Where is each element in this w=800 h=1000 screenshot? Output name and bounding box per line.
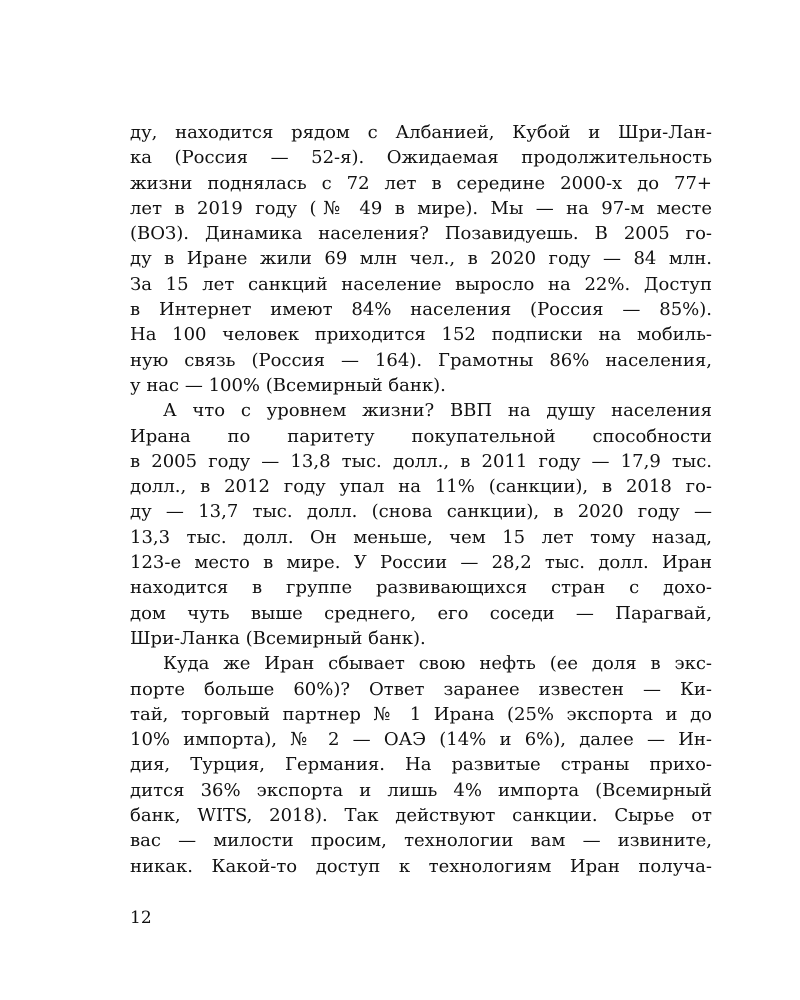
text-line: 13,3 тыс. долл. Он меньше, чем 15 лет тому назад, xyxy=(130,526,712,548)
text-line: 10% импорта), № 2 — ОАЭ (14% и 6%), далее — Ин- xyxy=(130,729,712,751)
text-line: ка (Россия — 52-я). Ожидаемая продолжительность xyxy=(130,147,712,169)
text-line: у нас — 100% (Всемирный банк). xyxy=(130,374,446,396)
text-line: находится в группе развивающихся стран с дохо- xyxy=(130,577,712,599)
text-line: Куда же Иран сбывает свою нефть (ее доля в экс- xyxy=(163,653,712,675)
text-line: ду, находится рядом с Албанией, Кубой и Шри-Лан- xyxy=(130,122,712,143)
text-line: в 2005 году — 13,8 тыс. долл., в 2011 году — 17,9 тыс. xyxy=(130,450,712,472)
text-line: 123-е место в мире. У России — 28,2 тыс. долл. Иран xyxy=(130,552,712,574)
text-line: ду в Иране жили 69 млн чел., в 2020 году — 84 млн. xyxy=(130,248,712,270)
text-line: дится 36% экспорта и лишь 4% импорта (Всемирный xyxy=(130,779,712,801)
text-line: Ирана по паритету покупательной способности xyxy=(130,425,712,447)
text-line: За 15 лет санкций население выросло на 22%. Доступ xyxy=(130,273,712,295)
text-line: ную связь (Россия — 164). Грамотны 86% населения, xyxy=(130,349,712,371)
text-line: На 100 человек приходится 152 подписки на мобиль- xyxy=(130,324,712,346)
text-line: лет в 2019 году (№ 49 в мире). Мы — на 97-м месте xyxy=(130,197,712,219)
text-line: тай, торговый партнер № 1 Ирана (25% экспорта и до xyxy=(130,703,712,725)
text-line: А что с уровнем жизни? ВВП на душу населения xyxy=(163,400,712,422)
page-number: 12 xyxy=(130,908,152,928)
text-line: долл., в 2012 году упал на 11% (санкции), в 2018 го- xyxy=(130,476,712,498)
text-line: порте больше 60%)? Ответ заранее известен — Ки- xyxy=(130,678,712,700)
text-line: (ВОЗ). Динамика населения? Позавидуешь. В 2005 го- xyxy=(130,223,712,245)
body-text xyxy=(130,120,712,879)
text-line: ду — 13,7 тыс. долл. (снова санкции), в 2020 году — xyxy=(130,501,712,523)
paragraph-2 xyxy=(130,398,712,651)
paragraph-1 xyxy=(130,120,712,398)
text-line: Шри-Ланка (Всемирный банк). xyxy=(130,627,426,649)
text-line: никак. Какой-то доступ к технологиям Иран получа- xyxy=(130,855,712,877)
text-line: дия, Турция, Германия. На развитые страны прихо- xyxy=(130,754,712,776)
text-line: банк, WITS, 2018). Так действуют санкции. Сырье от xyxy=(130,805,712,827)
text-line: жизни поднялась с 72 лет в середине 2000-х до 77+ xyxy=(130,172,712,194)
text-line: дом чуть выше среднего, его соседи — Парагвай, xyxy=(130,602,712,624)
text-line: в Интернет имеют 84% населения (Россия — 85%). xyxy=(130,299,712,321)
paragraph-3 xyxy=(130,651,712,879)
text-line: вас — милости просим, технологии вам — извините, xyxy=(130,830,712,852)
